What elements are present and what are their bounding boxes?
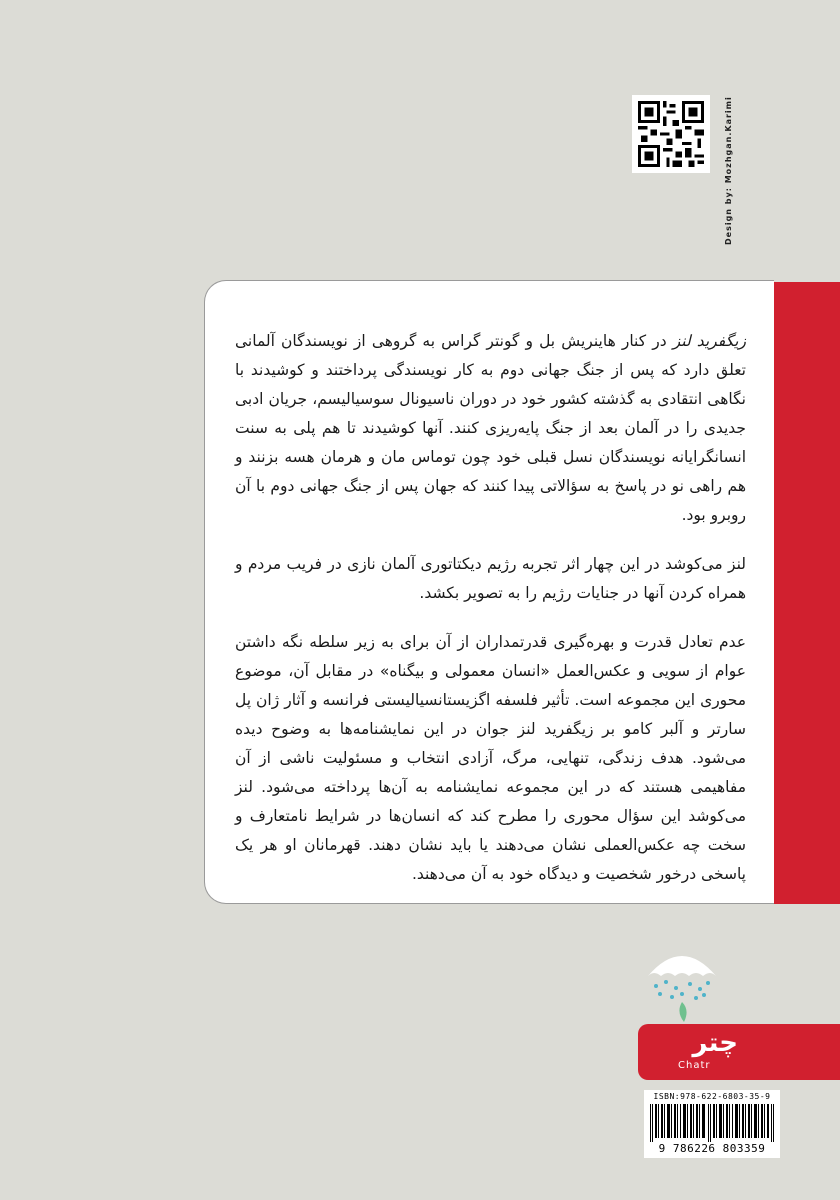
author-name: زیگفرید لنز xyxy=(672,332,746,350)
qr-code-graphic xyxy=(638,101,704,167)
isbn-digits: 9 786226 803359 xyxy=(658,1142,766,1155)
blurb-paragraph-1 xyxy=(235,327,746,530)
publisher-name-latin: Chatr xyxy=(678,1060,711,1071)
blurb-panel xyxy=(204,280,774,904)
publisher-name: چتر xyxy=(692,1028,738,1058)
blurb-paragraph-1-text: در کنار هاینریش بل و گونتر گراس به گروهی از نویسندگان آلمانی تعلق دارد که پس از جنگ جهانی دوم به کار نویسندگی پرداختند و کوشیدند با نگاهی انتقادی به گذشته کشور خود در دوران ناسیونال سوسیالیسم، جریان ادبی جدیدی را در آلمان بعد از جنگ پایه‌ریزی کنند. آنها کوشیدند تا هم پلی به سنت انسانگرایانه نویسندگان نسل قبلی خود چون توماس مان و هرمان هسه بزنند و هم راهی نو در پاسخ به سؤالاتی پیدا کنند که جهان پس از جنگ جهانی دوم با آن روبرو بود. xyxy=(235,332,746,524)
blurb-paragraph-2: لنز می‌کوشد در این چهار اثر تجربه رژیم دیکتاتوری آلمان نازی در فریب مردم و همراه کردن آنها در جنایات رژیم را به تصویر بکشد. xyxy=(235,555,746,602)
isbn-label: ISBN:978-622-6803-35-9 xyxy=(653,1092,771,1101)
barcode-bars xyxy=(648,1104,776,1142)
blurb-paragraph-3: عدم تعادل قدرت و بهره‌گیری قدرتمداران از آن برای به زیر سلطه نگه داشتن عوام از سویی و عکس‌العمل «انسان معمولی و بیگناه» در مقابل آن، موضوع محوری این مجموعه است. تأثیر فلسفه اگزیستانسیالیستی فرانسه و آثار ژان پل سارتر و آلبر کامو بر زیگفرید لنز جوان در این نمایشنامه‌ها به وضوح دیده می‌شود. هدف زندگی، تنهایی، مرگ، آزادی انتخاب و مسئولیت ناشی از آن مفاهیمی هستند که در این مجموعه نمایشنامه به آن‌ها پرداخته می‌شود. لنز می‌کوشد این سؤال محوری را مطرح کند که انسان‌ها در شرایط نامتعارف و سخت چه عکس‌العملی نشان می‌دهند یا باید نشان دهند. قهرمانان او هر یک پاسخی درخور شخصیت و دیدگاه خود به آن می‌دهند. xyxy=(235,633,746,883)
umbrella-icon xyxy=(642,942,722,1022)
qr-code xyxy=(632,95,710,173)
red-accent-band xyxy=(772,282,840,904)
publisher-logo xyxy=(638,1024,840,1080)
isbn-barcode xyxy=(644,1090,780,1158)
design-credit: Design by: Mozhgan.Karimi xyxy=(724,96,733,245)
